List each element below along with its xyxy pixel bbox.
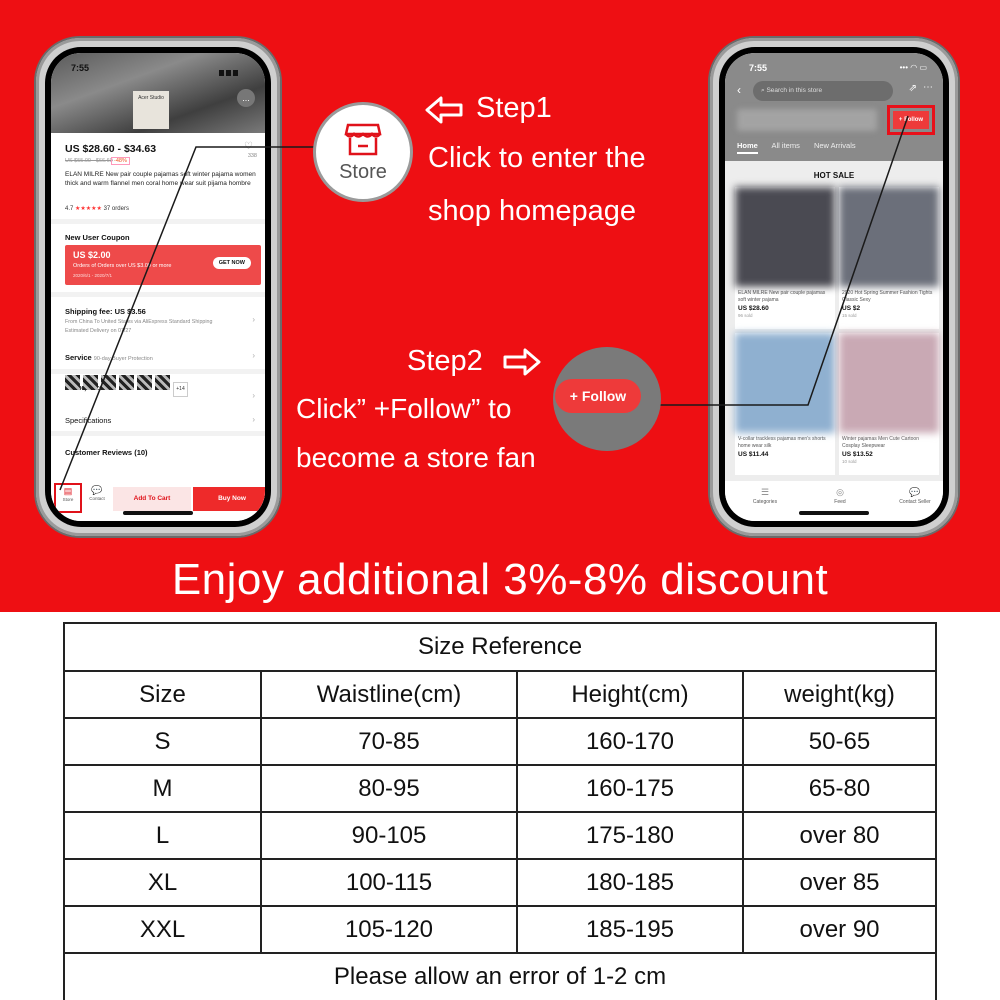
photo-tag: Acer Studio [133,91,169,129]
swatch[interactable] [101,375,116,390]
step1-instruction-line1: Click to enter the [428,142,646,174]
size-error-note: Please allow an error of 1-2 cm [64,953,936,1000]
rating-row [65,205,129,212]
product-price: US $28.60 [738,305,769,312]
product-price: US $11.44 [738,451,769,458]
step1-instruction-line2: shop homepage [428,195,636,227]
store-icon: ▤ [63,486,73,496]
coupon-amount: US $2.00 [73,250,111,260]
share-icon[interactable]: ⇗ [908,83,917,94]
order-count: 37 orders [103,206,129,212]
buy-now-button[interactable]: Buy Now [193,487,265,511]
swatch[interactable] [83,375,98,390]
more-icon[interactable]: ... [237,89,255,107]
table-row [64,906,936,953]
product-title: ELAN MILRE New pair couple pajamas soft winter pajama [738,290,826,303]
product-price: US $2 [842,305,861,312]
chat-icon: 💬 [909,487,921,497]
store-header [725,53,943,161]
product-card[interactable] [735,333,835,475]
store-icon [343,119,383,159]
table-title-row [64,623,936,671]
swatch[interactable] [137,375,152,390]
cell-height: 160-175 [517,765,743,812]
product-card[interactable] [735,187,835,329]
tab-new-arrivals[interactable]: New Arrivals [813,141,856,150]
coupon-condition: Orders of Orders over US $3.00 or more [73,263,172,269]
add-to-cart-button[interactable]: Add To Cart [113,487,191,511]
product-price: US $13.52 [842,451,873,458]
product-sold: 15 sold [842,313,857,318]
chat-icon: 💬 [91,485,103,495]
wishlist-count: 338 [247,153,257,159]
arrow-left-icon [424,94,464,126]
coupon-dates: 2020/6/1 - 2020/7/1 [73,273,113,278]
rating-stars: ★★★★★ [75,206,102,212]
product-action-bar [51,483,265,521]
product-image [735,187,835,287]
cell-waistline: 105-120 [261,906,517,953]
swatch[interactable] [155,375,170,390]
header-waistline: Waistline(cm) [261,671,517,718]
contact-label: Contact [89,496,105,501]
status-icons [217,63,247,70]
product-card[interactable] [839,187,939,329]
product-image [735,333,835,433]
product-title: 2020 Hot Spring Summer Fashion Tights Classic Sexy [842,290,933,303]
cell-waistline: 100-115 [261,859,517,906]
more-icon[interactable]: ⋯ [923,82,933,93]
search-placeholder: Search in this store [766,87,823,94]
header-weight: weight(kg) [743,671,936,718]
cell-weight: over 85 [743,859,936,906]
product-title: V-collar trackless pajamas men's shorts home wear silk [738,436,826,449]
chevron-right-icon[interactable]: › [252,415,255,424]
cell-height: 160-170 [517,718,743,765]
store-page-screen [725,53,943,521]
follow-zoom-callout [553,347,661,451]
discount-headline: Enjoy additional 3%-8% discount [171,555,829,604]
cell-size: M [64,765,261,812]
table-header-row [64,671,936,718]
cell-waistline: 70-85 [261,718,517,765]
specifications-row[interactable]: Specifications [65,416,112,425]
step1-label: Step1 [476,92,552,124]
follow-button[interactable]: + Follow [893,111,929,129]
cell-height: 180-185 [517,859,743,906]
more-swatches[interactable]: +14 [173,382,188,397]
cell-size: XXL [64,906,261,953]
table-title: Size Reference [64,623,936,671]
store-zoom-callout [313,102,413,202]
status-time: 7:55 [749,63,768,73]
tab-all-items[interactable]: All items [771,141,800,150]
nav-categories[interactable] [735,487,795,505]
product-sold: 10 sold [842,459,857,464]
follow-callout-button: + Follow [555,379,641,413]
color-swatches[interactable] [65,375,191,397]
table-row [64,718,936,765]
status-time: 7:55 [71,63,90,73]
product-sold: 96 sold [738,313,753,318]
coupon-title: New User Coupon [65,233,130,242]
table-row [64,859,936,906]
list-icon: ☰ [760,487,770,497]
coupon-card [65,245,261,285]
nav-label: Contact Seller [899,499,931,505]
chevron-right-icon[interactable]: › [252,391,255,400]
nav-label: Categories [752,499,778,505]
cell-waistline: 90-105 [261,812,517,859]
contact-button[interactable] [85,485,109,501]
rating-value: 4.7 [65,206,74,212]
product-card[interactable] [839,333,939,475]
cell-weight: 50-65 [743,718,936,765]
service-row[interactable]: Service 90-day Buyer Protection [65,353,153,362]
home-indicator [799,511,869,515]
store-search-input[interactable] [753,81,893,101]
header-size: Size [64,671,261,718]
hot-sale-heading: HOT SALE [813,171,855,180]
product-image [839,187,939,287]
divider [51,292,265,297]
back-icon[interactable]: ‹ [737,83,741,97]
chevron-right-icon[interactable]: › [252,351,255,360]
store-callout-label: Store [339,161,387,183]
product-title: ELAN MILRE New pair couple pajamas soft winter pajama women thick and warm flannel men coral home wear suit pijama hombre [65,171,256,187]
shipping-eta: Estimated Delivery on 07/27 [65,328,132,334]
store-label: Store [62,497,74,502]
divider [51,369,265,374]
status-icons: ••• ◠ ▭ [899,63,927,72]
store-button[interactable] [54,483,82,513]
store-name-blurred [737,109,877,131]
product-title: Winter pajamas Men Cute Cartoon Cosplay Sleepwear [842,436,919,449]
divider [51,219,265,224]
heart-icon[interactable]: ♡ [244,141,253,152]
store-page-phone [710,38,958,536]
size-reference-table [63,622,937,1000]
shipping-title: Shipping fee: US $3.56 [65,307,146,316]
swatch[interactable] [119,375,134,390]
service-value: 90-day Buyer Protection [93,356,153,362]
get-coupon-button[interactable]: GET NOW [213,257,251,269]
home-indicator [123,511,193,515]
search-icon: ⌕ [761,87,765,94]
chevron-right-icon[interactable]: › [252,315,255,324]
feed-icon: ◎ [836,487,844,497]
nav-contact-seller[interactable] [885,487,943,505]
price: US $28.60 - $34.63 [65,143,157,155]
cell-height: 185-195 [517,906,743,953]
cell-size: L [64,812,261,859]
divider [51,431,265,436]
discount-badge: -48% [111,157,130,165]
table-row [64,765,936,812]
cell-weight: 65-80 [743,765,936,812]
follow-highlight [887,105,935,135]
product-sold [735,458,835,459]
cell-weight: over 90 [743,906,936,953]
cell-size: S [64,718,261,765]
cell-height: 175-180 [517,812,743,859]
header-height: Height(cm) [517,671,743,718]
store-bottom-nav [725,481,943,521]
cell-weight: over 80 [743,812,936,859]
arrow-right-icon [502,347,542,377]
step2-label: Step2 [407,345,483,377]
step2-instruction-line1: Click” +Follow” to [296,393,512,424]
nav-feed[interactable] [810,487,870,505]
tab-home[interactable]: Home [737,141,758,154]
swatch[interactable] [65,375,80,390]
cell-waistline: 80-95 [261,765,517,812]
product-page-screen [51,53,265,521]
product-page-phone [36,38,280,536]
old-price: US $55.00 - $66.60 [65,158,113,164]
table-row [64,812,936,859]
table-note-row [64,953,936,1000]
reviews-row[interactable]: Customer Reviews (10) [65,448,148,457]
product-image [839,333,939,433]
cell-size: XL [64,859,261,906]
nav-label: Feed [834,499,846,505]
store-body [725,161,943,481]
shipping-route: From China To United States via AliExpress Standard Shipping [65,319,213,325]
step2-instruction-line2: become a store fan [296,442,536,473]
store-tabs [737,141,868,150]
